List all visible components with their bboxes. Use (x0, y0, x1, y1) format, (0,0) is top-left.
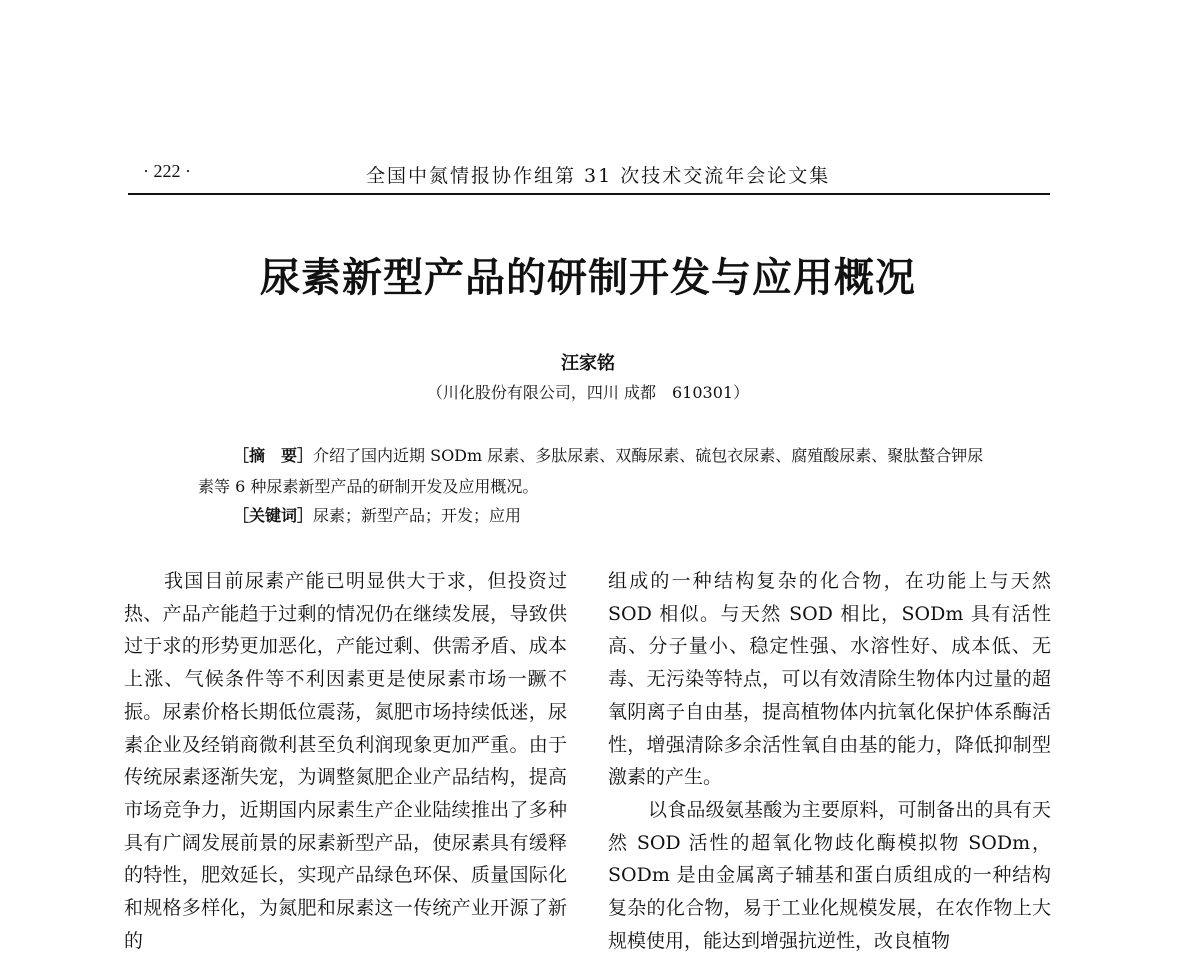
keywords (233, 503, 521, 528)
body-paragraph: 组成的一种结构复杂的化合物，在功能上与天然 SOD 相似。与天然 SOD 相比，SODm 具有活性高、分子量小、稳定性强、水溶性好、成本低、无毒、无污染等特点，可以有效清除生物体内过量的超氧阴离子自由基，提高植物体内抗氧化保护体系酶活性，增强清除多余活性氧自由基的能力，降低抑制型激素的产生。 (608, 570, 1051, 789)
abstract-text: 介绍了国内近期 SODm 尿素、多肽尿素、双酶尿素、硫包衣尿素、腐殖酸尿素、聚肽螯合钾尿素等 6 种尿素新型产品的研制开发及应用概况。 (198, 446, 984, 496)
author-affiliation: （川化股份有限公司，四川 成都 610301） (426, 383, 750, 402)
keywords-label: ［关键词］ (233, 506, 314, 525)
header-rule (128, 193, 1050, 195)
page-number: · 222 · (143, 161, 191, 181)
body-column-right (608, 565, 1051, 957)
body-paragraph: 以食品级氨基酸为主要原料，可制备出的具有天然 SOD 活性的超氧化物歧化酶模拟物 SODm，SODm 是由金属离子辅基和蛋白质组成的一种结构复杂的化合物，易于工业化规模发展，在农作物上大规模使用，能达到增强抗逆性，改良植物 (608, 798, 1051, 952)
body-paragraph: 我国目前尿素产能已明显供大于求，但投资过热、产品产能趋于过剩的情况仍在继续发展，导致供过于求的形势更加恶化，产能过剩、供需矛盾、成本上涨、气候条件等不利因素更是使尿素市场一蹶不振。尿素价格长期低位震荡，氮肥市场持续低迷，尿素企业及经销商微利甚至负利润现象更加严重。由于传统尿素逐渐失宠，为调整氮肥企业产品结构，提高市场竞争力，近期国内尿素生产企业陆续推出了多种具有广阔发展前景的尿素新型产品，使尿素具有缓释的特性，肥效延长，实现产品绿色环保、质量国际化和规格多样化，为氮肥和尿素这一传统产业开源了新的 (124, 570, 567, 952)
abstract (198, 440, 988, 502)
article-title: 尿素新型产品的研制开发与应用概况 (260, 254, 916, 301)
abstract-label: ［摘 要］ (233, 446, 314, 465)
keywords-text: 尿素；新型产品；开发；应用 (313, 506, 522, 525)
running-title: 全国中氮情报协作组第 31 次技术交流年会论文集 (366, 165, 831, 187)
body-column-left (124, 565, 567, 952)
author-name: 汪家铭 (561, 353, 615, 374)
